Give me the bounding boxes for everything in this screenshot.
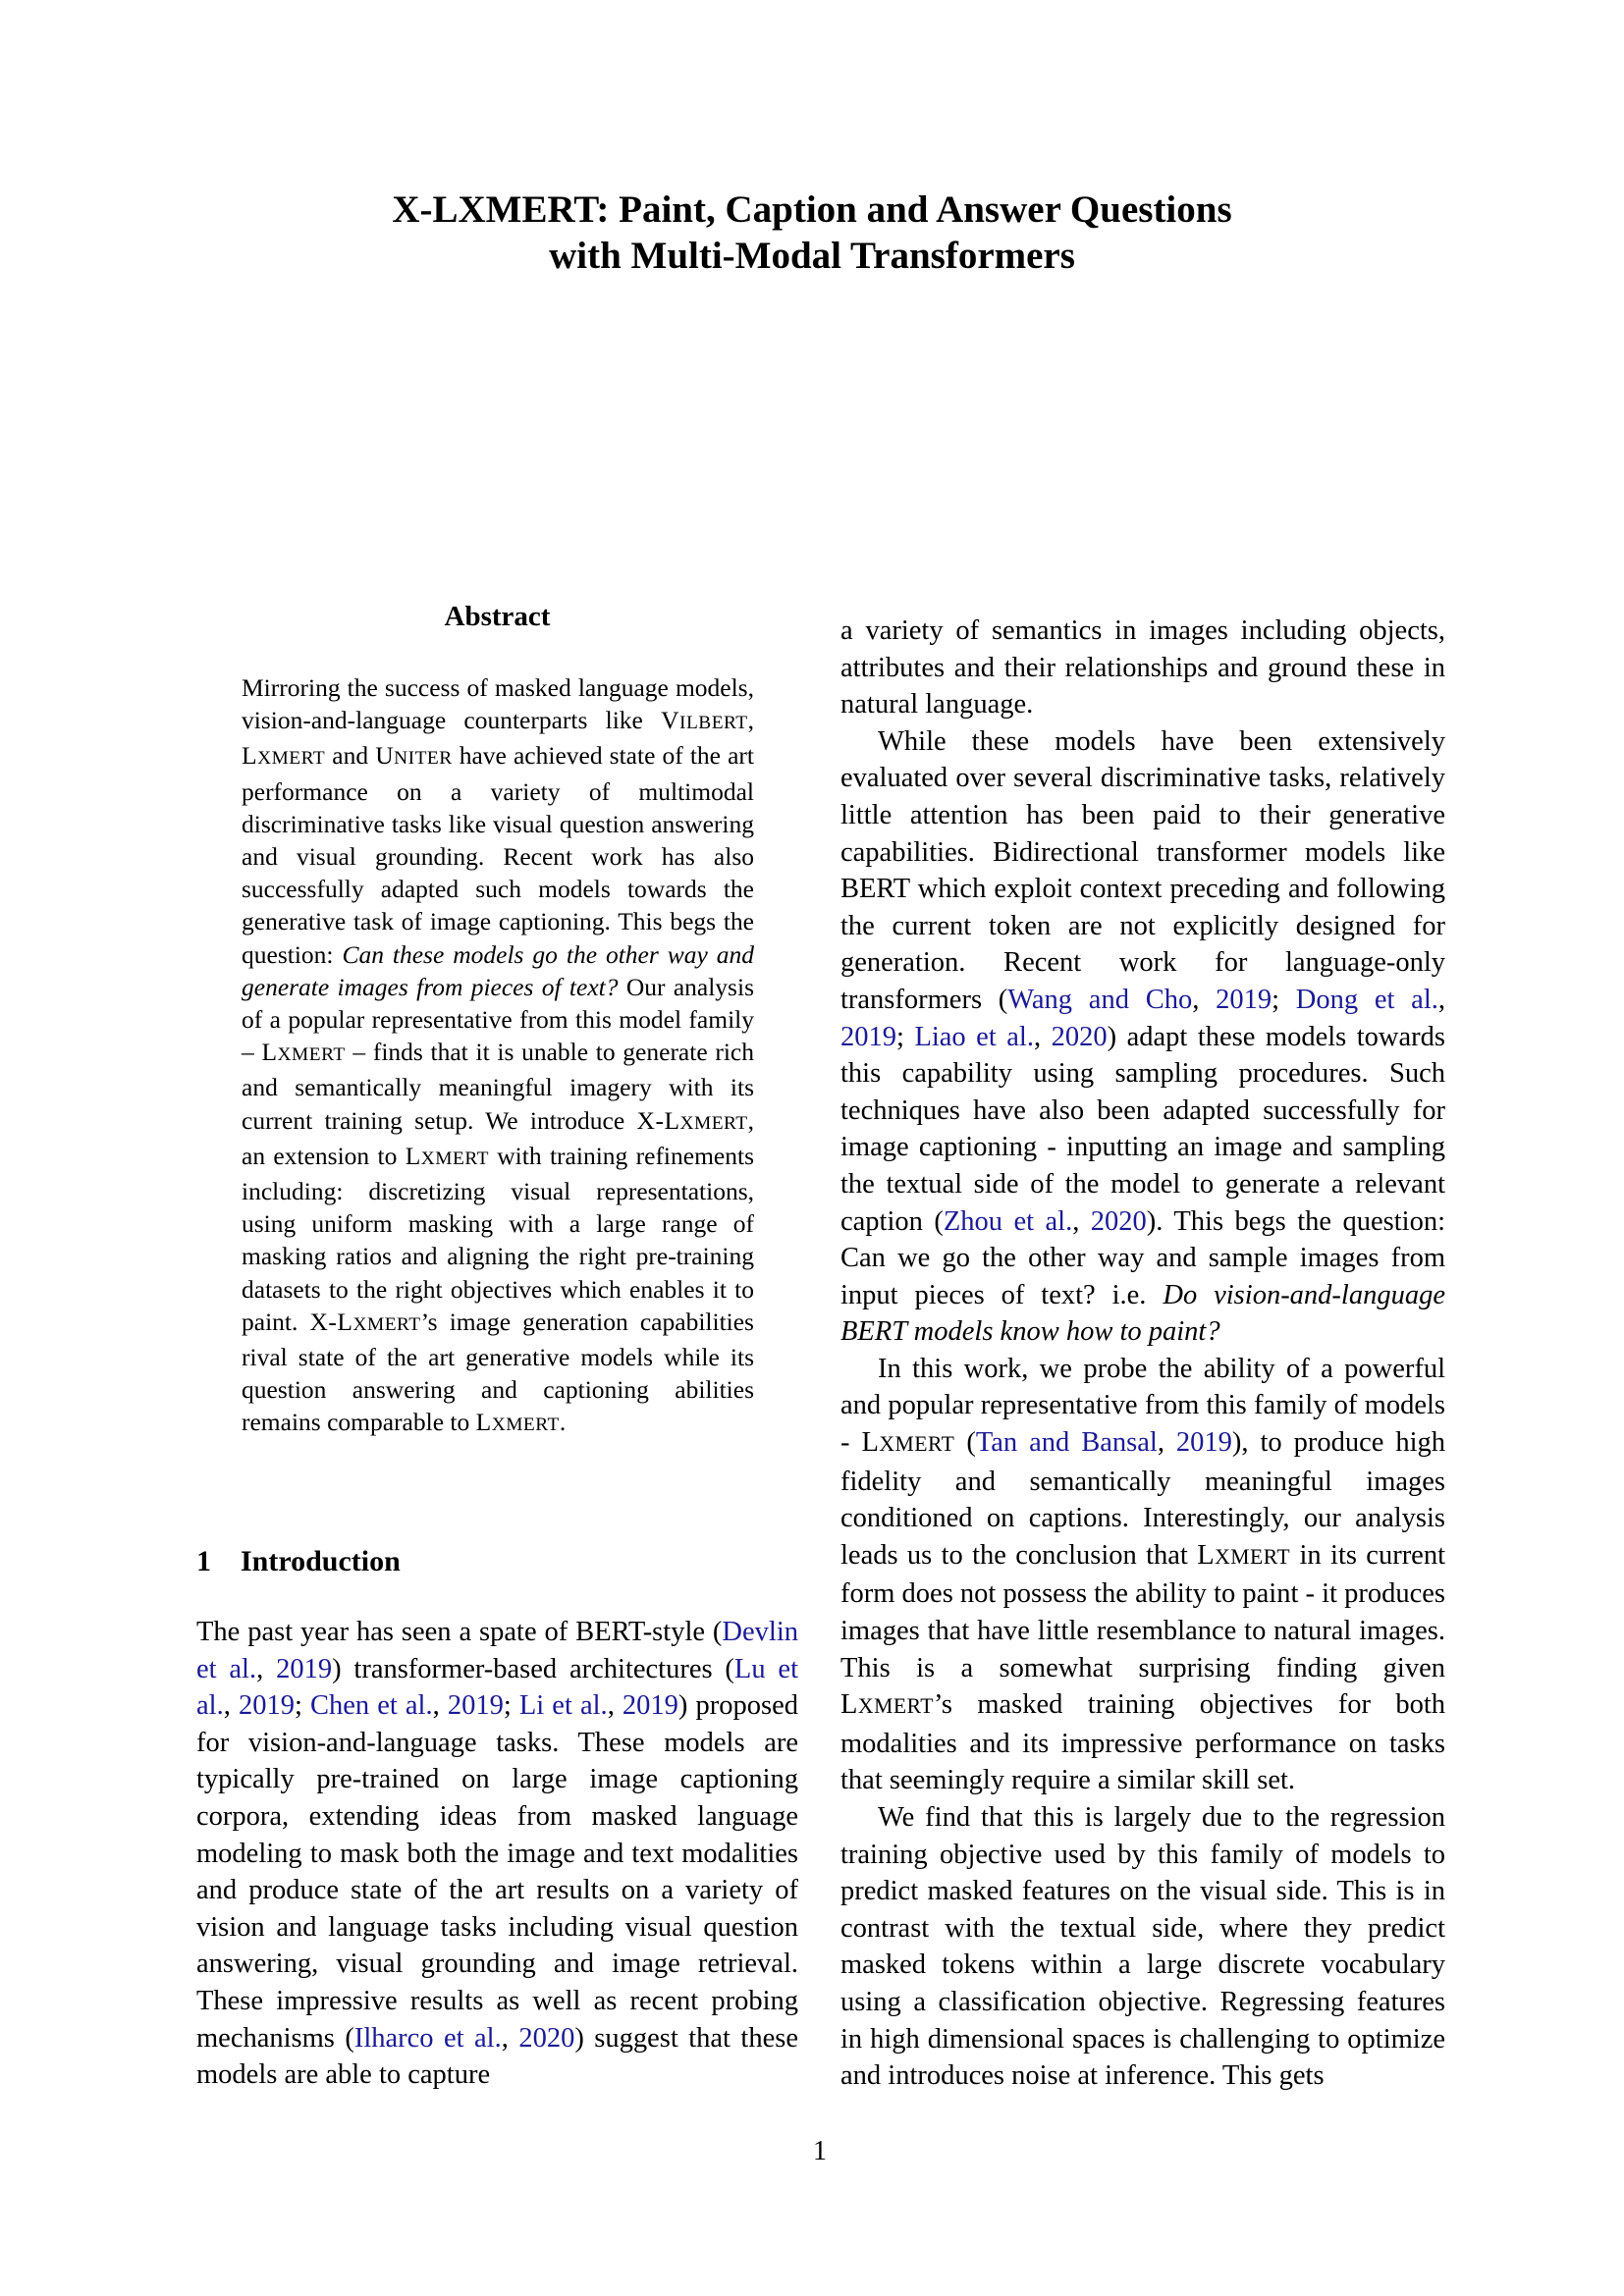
body-text: ; (1272, 984, 1296, 1015)
body-text: , (1033, 1021, 1052, 1052)
smallcaps-text (861, 1427, 954, 1458)
smallcaps-letter: T (408, 1313, 421, 1335)
smallcaps-letter: L (261, 1038, 278, 1067)
smallcaps-letter: L (685, 713, 699, 734)
smallcaps-letter: X (277, 1044, 293, 1066)
smallcaps-letter: E (893, 1694, 907, 1719)
smallcaps-letter: E (453, 1148, 465, 1169)
right-column-paragraph-4 (840, 1799, 1445, 2095)
smallcaps-text: X-LXMERT (636, 1105, 748, 1135)
smallcaps-letter: M (694, 1112, 712, 1134)
smallcaps-letter: T (735, 1112, 748, 1134)
smallcaps-text (661, 706, 748, 734)
smallcaps-letter: M (894, 1432, 915, 1457)
section-title: Introduction (241, 1545, 401, 1577)
smallcaps-letter: L (840, 1689, 858, 1721)
smallcaps-letter: X (1215, 1544, 1231, 1569)
citation-link[interactable]: Ilharco et al. (353, 2022, 502, 2054)
citation-link[interactable]: 2019 (1175, 1427, 1232, 1459)
smallcaps-letter: E (384, 1313, 398, 1335)
body-text: ’s masked training objectives for both modalities and its impressive performance on tasks that seemingly require a similar skill set. (840, 1689, 1445, 1796)
smallcaps-letter: E (711, 713, 725, 734)
paper-title-line2: with Multi-Modal Transformers (549, 235, 1075, 277)
citation-link[interactable]: Dong et al. (1295, 984, 1438, 1015)
body-text: , an extension to (242, 1105, 754, 1170)
smallcaps-letter: X (352, 1313, 367, 1335)
smallcaps-letter: T (312, 748, 326, 770)
body-text: have achieved state of the art performance on a variety of multimodal discriminative tasks like visual question answering and visual grounding. Recent work has also successfully adapted such models towards the generative task of image captioning. This begs the question: (242, 741, 754, 969)
introduction-paragraph (196, 1614, 798, 2094)
body-text: ) suggest that these models are able to capture (196, 2022, 798, 2091)
smallcaps-letter: V (661, 706, 680, 735)
citation-link[interactable]: 2019 (622, 1690, 678, 1722)
body-text: Mirroring the success of masked language models, vision-and-language counterparts like (242, 673, 754, 735)
smallcaps-letter: X (879, 1432, 895, 1457)
smallcaps-letter: E (1250, 1544, 1264, 1569)
citation-link[interactable]: Lu et al. (196, 1653, 798, 1722)
body-text: in its current form does not possess the ability to paint - it produces images that have little resemblance to natural images. This is a somewhat surprising finding given (840, 1539, 1445, 1683)
smallcaps-letter: R (464, 1148, 477, 1169)
smallcaps-letter: N (394, 748, 408, 770)
smallcaps-letter: X (257, 748, 272, 770)
smallcaps-letter: T (414, 748, 427, 770)
page-number: 1 (813, 2136, 827, 2166)
body-text: ( (954, 1427, 976, 1459)
citation-link[interactable]: 2020 (518, 2022, 575, 2054)
citation-link[interactable]: Liao et al. (914, 1021, 1034, 1052)
smallcaps-letter: E (522, 1415, 536, 1436)
smallcaps-letter: R (928, 1432, 942, 1457)
smallcaps-text: X-LXMERT (309, 1307, 421, 1336)
smallcaps-letter: M (292, 1044, 309, 1066)
smallcaps-letter: R (397, 1313, 409, 1335)
smallcaps-letter: R (724, 1112, 736, 1134)
smallcaps-letter: T (735, 713, 748, 734)
right-column-paragraph-2 (840, 723, 1445, 1351)
smallcaps-letter: E (914, 1432, 929, 1457)
smallcaps-letter: L (1197, 1539, 1216, 1571)
body-text: . (559, 1408, 567, 1437)
citation-link[interactable]: 2019 (276, 1653, 333, 1684)
smallcaps-letter: L (861, 1427, 880, 1459)
smallcaps-letter: T (547, 1415, 560, 1436)
smallcaps-letter: T (333, 1044, 346, 1066)
italic-text: Can these models go the other way and generate images from pieces of text? (242, 939, 755, 1001)
italic-text: Do vision-and-language BERT models know how to paint? (840, 1279, 1445, 1348)
smallcaps-letter: E (308, 1044, 322, 1066)
citation-link[interactable]: Zhou et al. (943, 1205, 1073, 1237)
smallcaps-letter: X (679, 1112, 694, 1134)
smallcaps-letter: R (1263, 1544, 1277, 1569)
smallcaps-text (375, 741, 452, 770)
body-text: We find that this is largely due to the regression training objective used by this family of models to predict masked features on the visual side. This is in contrast with the textual side, where they predict masked tokens within a large discrete vocabulary using a classification objective. Regressing features in high dimensional spaces is challenging to optimize and introduces noise at inference. This gets (840, 1802, 1445, 2092)
body-text: , (747, 706, 754, 735)
section-heading-introduction (196, 1545, 798, 1578)
smallcaps-letter: E (711, 1112, 725, 1134)
smallcaps-text (1197, 1540, 1290, 1571)
body-text: ), to produce high fidelity and semantically meaningful images conditioned on captions. Interestingly, our analysis leads us to the conclusion that (840, 1427, 1445, 1571)
smallcaps-letter: M (874, 1694, 893, 1719)
abstract-text (242, 671, 754, 1442)
right-column-paragraph-1 (840, 613, 1445, 723)
smallcaps-letter: R (724, 713, 736, 734)
abstract-heading: Abstract (444, 601, 551, 632)
citation-link[interactable]: 2019 (1216, 984, 1272, 1015)
paper-title (0, 187, 1624, 279)
smallcaps-letter: T (941, 1432, 955, 1457)
body-text: While these models have been extensively evaluated over several discriminative tasks, relatively little attention has been paid to their generative capabilities. Bidirectional transformer models like BERT which exploit context preceding and following the current token are not explicitly designed for generation. Recent work for language-only transformers ( (840, 725, 1445, 1015)
body-text: with training refinements including: discretizing visual representations, using uniform masking with a large range of masking ratios and aligning the right pre-training datasets to the right objectives which enables it to paint. (242, 1141, 754, 1336)
body-text: ; (896, 1021, 915, 1052)
smallcaps-letter: M (271, 748, 290, 770)
smallcaps-text (406, 1142, 489, 1170)
citation-link[interactable]: Li et al. (518, 1690, 608, 1722)
smallcaps-letter: I (407, 748, 415, 770)
smallcaps-text (261, 1038, 345, 1066)
smallcaps-letter: X (420, 1148, 436, 1169)
body-text: , (1157, 1427, 1176, 1459)
smallcaps-letter: T (920, 1694, 934, 1719)
smallcaps-letter: R (535, 1415, 548, 1436)
smallcaps-letter: M (366, 1313, 385, 1335)
body-text: ) proposed for vision-and-language tasks. These models are typically pre-trained on large image captioning corpora, extending ideas from masked language modeling to mask both the image and text modalities and produce state of the art results on a variety of vision and language tasks including visual question answering, visual grounding and image retrieval. These impressive results as well as recent probing mechanisms ( (196, 1690, 799, 2054)
smallcaps-text (242, 741, 325, 770)
smallcaps-text (476, 1408, 560, 1436)
body-text: Our analysis of a popular representative from this model family – (242, 972, 754, 1067)
smallcaps-letter: M (506, 1415, 523, 1436)
smallcaps-letter: R (906, 1694, 921, 1719)
citation-link[interactable]: Tan and Bansal (975, 1427, 1158, 1459)
body-text: , (1192, 984, 1217, 1015)
body-text: ) transformer-based architectures ( (332, 1653, 734, 1684)
body-text: a variety of semantics in images including objects, attributes and their relationships and ground these in natural language. (840, 615, 1445, 721)
smallcaps-letter: U (375, 741, 395, 771)
section-number: 1 (196, 1545, 211, 1577)
citation-link[interactable]: 2020 (1051, 1021, 1108, 1052)
smallcaps-letter: E (289, 748, 301, 770)
smallcaps-letter: X (309, 1307, 329, 1336)
smallcaps-letter: I (679, 713, 686, 734)
smallcaps-letter: R (439, 748, 453, 770)
right-column-paragraph-3 (840, 1351, 1445, 1799)
body-text: ) adapt these models towards this capability using sampling procedures. Such techniques have also been adapted successfully for image captioning - inputting an image and sampling the textual side of the model to generate a relevant caption ( (840, 1021, 1445, 1237)
body-text: The past year has seen a spate of BERT-style ( (196, 1617, 723, 1647)
smallcaps-letter: T (476, 1148, 489, 1169)
citation-link[interactable]: Devlin et al. (196, 1617, 798, 1684)
body-text: , (1437, 984, 1446, 1015)
right-column (840, 613, 1445, 2095)
smallcaps-letter: R (300, 748, 313, 770)
body-text: , (256, 1653, 277, 1684)
body-text: , (1072, 1205, 1091, 1237)
smallcaps-letter: L (664, 1105, 680, 1135)
body-text: ; (503, 1690, 519, 1722)
body-text: ; (294, 1690, 310, 1722)
smallcaps-letter: B (698, 713, 712, 734)
smallcaps-text (840, 1689, 934, 1720)
smallcaps-letter: T (1276, 1544, 1291, 1569)
body-text: ). This begs the question: Can we go the other way and sample images from input pieces of text? i.e. (840, 1205, 1445, 1310)
smallcaps-letter: M (1230, 1544, 1251, 1569)
citation-link[interactable]: Chen et al. (309, 1690, 433, 1722)
smallcaps-letter: L (405, 1141, 421, 1170)
smallcaps-letter: R (321, 1044, 334, 1066)
smallcaps-letter: L (475, 1408, 492, 1437)
paper-title-line1: X-LXMERT: Paint, Caption and Answer Questions (392, 188, 1232, 231)
body-text: , (607, 1690, 623, 1722)
body-text: – finds that it is unable to generate rich and semantically meaningful imagery with its current training setup. We introduce (242, 1038, 755, 1135)
body-text: ’s image generation capabilities rival state of the art generative models while its question answering and captioning abilities remains comparable to (242, 1307, 754, 1437)
citation-link[interactable]: 2019 (447, 1690, 504, 1722)
body-text: and (325, 741, 376, 771)
smallcaps-letter: X (857, 1694, 875, 1719)
citation-link[interactable]: Wang and Cho (1007, 984, 1193, 1015)
smallcaps-letter: L (242, 741, 258, 771)
citation-link[interactable]: 2019 (840, 1021, 896, 1052)
smallcaps-letter: L (337, 1307, 353, 1336)
smallcaps-letter: X (491, 1415, 507, 1436)
body-text: , (501, 2022, 519, 2054)
smallcaps-letter: E (426, 748, 440, 770)
smallcaps-letter: X (636, 1105, 656, 1135)
smallcaps-letter: M (435, 1148, 453, 1169)
body-text: , (432, 1690, 448, 1722)
citation-link[interactable]: 2019 (238, 1690, 295, 1722)
citation-link[interactable]: 2020 (1090, 1205, 1147, 1237)
body-text: In this work, we probe the ability of a powerful and popular representative from this family of models - (840, 1353, 1445, 1459)
body-text: , (223, 1690, 239, 1722)
